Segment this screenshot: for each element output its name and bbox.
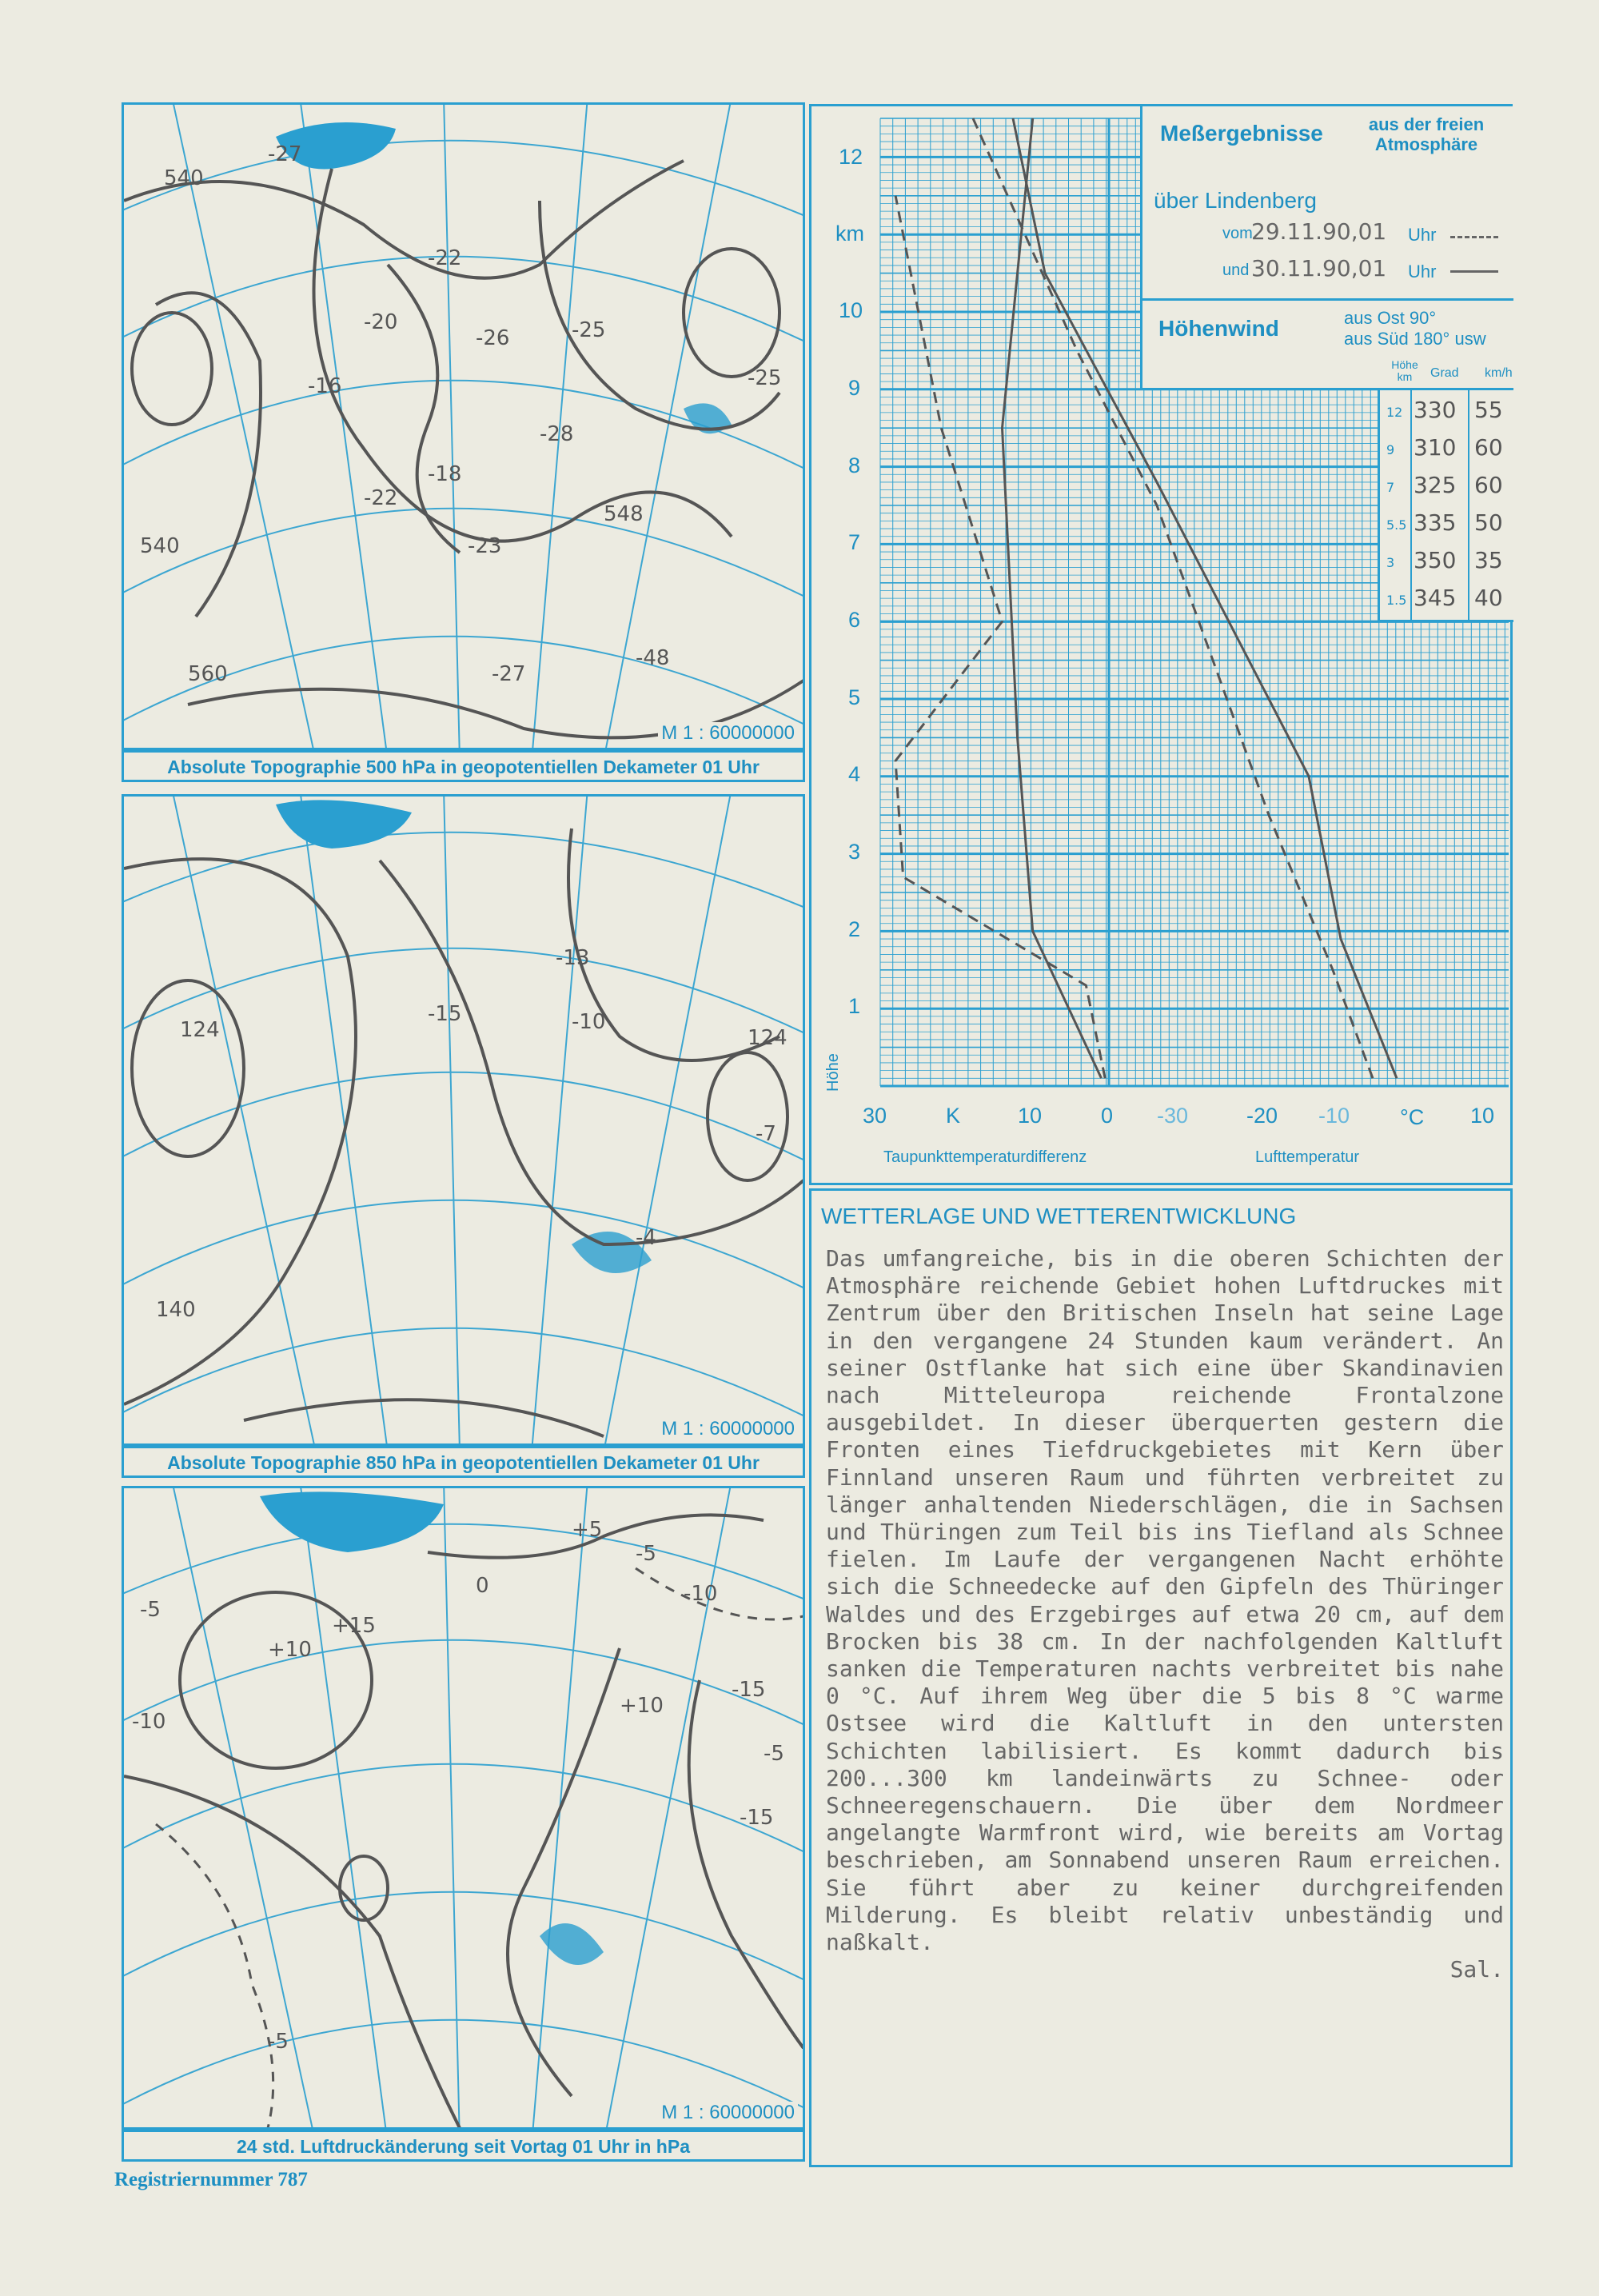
contour-label: 560: [188, 662, 228, 686]
to-line-solid: [1450, 270, 1498, 273]
x-tick: -20: [1246, 1104, 1278, 1128]
wind-row: [1380, 581, 1516, 618]
contour-label: 0: [476, 1574, 489, 1598]
wind-speed: 35: [1474, 547, 1503, 573]
contour-label: -22: [364, 486, 398, 510]
y-tick: 10: [839, 298, 863, 322]
wind-speed: 55: [1474, 397, 1503, 423]
contour-label: -20: [364, 310, 398, 334]
map-pressure-change-scale: M 1 : 60000000: [658, 2102, 798, 2124]
contour-label: -28: [540, 422, 574, 446]
to-date: 30.11.90,01: [1251, 255, 1387, 282]
y-axis-label: Höhe: [824, 1053, 842, 1092]
x-tick: 10: [1470, 1104, 1495, 1128]
contour-label: -7: [756, 1122, 776, 1146]
contour-label: -5: [636, 1542, 656, 1566]
contour-label: -15: [428, 1002, 462, 1026]
contour-label: -22: [428, 246, 462, 270]
from-prefix: vom: [1222, 225, 1253, 242]
contour-label: -25: [572, 318, 606, 342]
map-850hpa-scale: M 1 : 60000000: [658, 1418, 798, 1440]
y-tick: 9: [848, 376, 861, 400]
contour-label: -26: [476, 326, 510, 350]
x-tick: 30: [863, 1104, 887, 1128]
sounding-station: über Lindenberg: [1154, 188, 1317, 213]
contour-label: 548: [604, 502, 644, 526]
weather-signature: Sal.: [1449, 1956, 1504, 1983]
contour-label: -48: [636, 646, 670, 670]
contour-label: -5: [140, 1598, 161, 1622]
contour-label: -18: [428, 462, 462, 486]
contour-label: -10: [684, 1582, 718, 1606]
x-tick: 10: [1018, 1104, 1043, 1128]
sounding-subtitle: aus der freien Atmosphäre: [1368, 114, 1485, 154]
x-tick: K: [946, 1104, 961, 1128]
contour-label: +10: [268, 1638, 312, 1662]
map-500hpa-drawing: [124, 105, 805, 750]
weather-body: [826, 1245, 1504, 1983]
wind-deg: 345: [1414, 585, 1457, 611]
contour-label: -13: [556, 946, 590, 970]
contour-label: -15: [740, 1806, 774, 1830]
wind-speed: 40: [1474, 585, 1503, 611]
wind-height: 9: [1386, 442, 1395, 457]
wind-note-2: aus Süd 180° usw: [1344, 329, 1486, 349]
from-uhr: Uhr: [1408, 225, 1437, 245]
map-pressure-change-drawing: [124, 1488, 805, 2130]
map-500hpa: [122, 102, 805, 750]
contour-label: 124: [180, 1018, 220, 1042]
wind-row: [1380, 506, 1516, 543]
map-850hpa: [122, 794, 805, 1446]
contour-label: -27: [268, 142, 302, 166]
y-tick: 2: [848, 917, 861, 941]
col-deg: Grad: [1430, 366, 1459, 380]
wind-title: Höhenwind: [1158, 316, 1279, 341]
wind-row: [1380, 469, 1516, 505]
wind-speed: 60: [1474, 472, 1503, 498]
map-pressure-change-caption: 24 std. Luftdruckänderung seit Vortag 01 Uhr in hPa: [122, 2130, 805, 2162]
col-speed: km/h: [1485, 366, 1513, 380]
contour-label: 540: [140, 534, 180, 558]
sounding-title: Meßergebnisse: [1160, 121, 1323, 146]
to-uhr: Uhr: [1408, 262, 1437, 282]
contour-label: +5: [572, 1518, 603, 1542]
contour-label: -27: [492, 662, 526, 686]
contour-label: -25: [748, 366, 782, 390]
y-tick: 12: [839, 145, 863, 169]
registration-number: Registriernummer 787: [114, 2169, 308, 2190]
wind-row: [1380, 393, 1516, 430]
contour-label: -4: [636, 1226, 656, 1250]
contour-label: +15: [332, 1614, 376, 1638]
contour-label: -16: [308, 374, 342, 398]
contour-label: -23: [468, 534, 502, 558]
from-date: 29.11.90,01: [1251, 218, 1387, 245]
legend-divider: [1142, 298, 1513, 301]
wind-speed: 60: [1474, 434, 1503, 461]
x-tick: -10: [1318, 1104, 1350, 1128]
to-prefix: und: [1222, 262, 1250, 279]
y-tick: km: [835, 222, 864, 246]
temperature-axis-label: Lufttemperatur: [1255, 1148, 1360, 1166]
weather-report: [809, 1188, 1513, 2167]
wind-height: 1.5: [1386, 593, 1407, 608]
contour-label: -5: [764, 1742, 784, 1766]
wind-deg: 350: [1414, 547, 1457, 573]
y-tick: 1: [848, 994, 861, 1018]
dewpoint-axis-label: Taupunkttemperaturdifferenz: [883, 1148, 1087, 1166]
wind-height: 7: [1386, 480, 1395, 495]
wind-height: 3: [1386, 555, 1395, 570]
y-tick: 3: [848, 840, 861, 864]
x-tick: -30: [1157, 1104, 1189, 1128]
y-tick: 4: [848, 762, 861, 786]
wind-table: [1378, 390, 1513, 622]
map-500hpa-caption: Absolute Topographie 500 hPa in geopotentiellen Dekameter 01 Uhr: [122, 750, 805, 782]
wind-height: 12: [1386, 405, 1403, 420]
contour-label: 124: [748, 1026, 788, 1050]
wind-deg: 310: [1414, 434, 1457, 461]
contour-label: 140: [156, 1298, 196, 1322]
contour-label: -10: [572, 1010, 606, 1034]
y-tick: 8: [848, 453, 861, 477]
x-tick: 0: [1101, 1104, 1114, 1128]
sounding-panel: [809, 104, 1513, 1185]
sounding-legend: [1140, 106, 1513, 390]
wind-note-1: aus Ost 90°: [1344, 308, 1437, 328]
wind-speed: 50: [1474, 509, 1503, 536]
map-pressure-change: [122, 1486, 805, 2130]
col-height: Höhe km: [1391, 358, 1418, 383]
y-tick: 6: [848, 608, 861, 632]
wind-deg: 330: [1414, 397, 1457, 423]
x-tick: °C: [1400, 1105, 1425, 1129]
weather-text: Das umfangreiche, bis in die oberen Schichten der Atmosphäre reichende Gebiet hohen Luftdruckes mit Zentrum über den Britischen Inseln hat seine Lage in den vergangene 24 Stunden kaum verändert. An seiner Ostflanke hat sich eine über Skandinavien nach Mitteleuropa reichende Frontalzone ausgebildet. In dieser überquerten gestern die Fronten eines Tiefdruckgebietes mit Kern über Finnland unseren Raum und führten verbreitet zu länger anhaltenden Niederschlägen, die in Sachsen und Thüringen zum Teil bis ins Tiefland als Schnee fielen. Im Laufe der vergangenen Nacht erhöhte sich die Schneedecke auf den Gipfeln des Thüringer Waldes und des Erzgebirges auf etwa 20 cm, auf dem Brocken bis 38 cm. In der nachfolgenden Kaltluft sanken die Temperaturen nachts verbreitet bis nahe 0 °C. Auf ihrem Weg über die 5 bis 8 °C warme Ostsee wird die Kaltluft in den untersten Schichten labilisiert. Es kommt dadurch bis 200...300 km landeinwärts zu Schnee- oder Schneeregenschauern. Die über dem Nordmeer angelangte Warmfront wird, wie bereits am Vortag beschrieben, am Sonnabend unseren Raum erreichen. Sie führt aber zu keiner durchgreifenden Milderung. Es bleibt relativ unbeständig und naßkalt.: [826, 1245, 1504, 1956]
contour-label: -5: [268, 2030, 289, 2054]
weather-title: WETTERLAGE UND WETTERENTWICKLUNG: [821, 1204, 1297, 1228]
map-850hpa-caption: Absolute Topographie 850 hPa in geopotentiellen Dekameter 01 Uhr: [122, 1446, 805, 1478]
from-line-dashed: [1450, 236, 1498, 238]
contour-label: -15: [732, 1678, 766, 1702]
wind-row: [1380, 544, 1516, 581]
contour-label: 540: [164, 166, 204, 190]
contour-label: +10: [620, 1694, 664, 1718]
y-tick: 5: [848, 685, 861, 709]
wind-deg: 335: [1414, 509, 1457, 536]
map-500hpa-scale: M 1 : 60000000: [658, 722, 798, 745]
wind-deg: 325: [1414, 472, 1457, 498]
y-tick: 7: [848, 530, 861, 554]
wind-row: [1380, 431, 1516, 468]
wind-height: 5.5: [1386, 517, 1407, 533]
contour-label: -10: [132, 1710, 166, 1734]
map-850hpa-drawing: [124, 797, 805, 1446]
